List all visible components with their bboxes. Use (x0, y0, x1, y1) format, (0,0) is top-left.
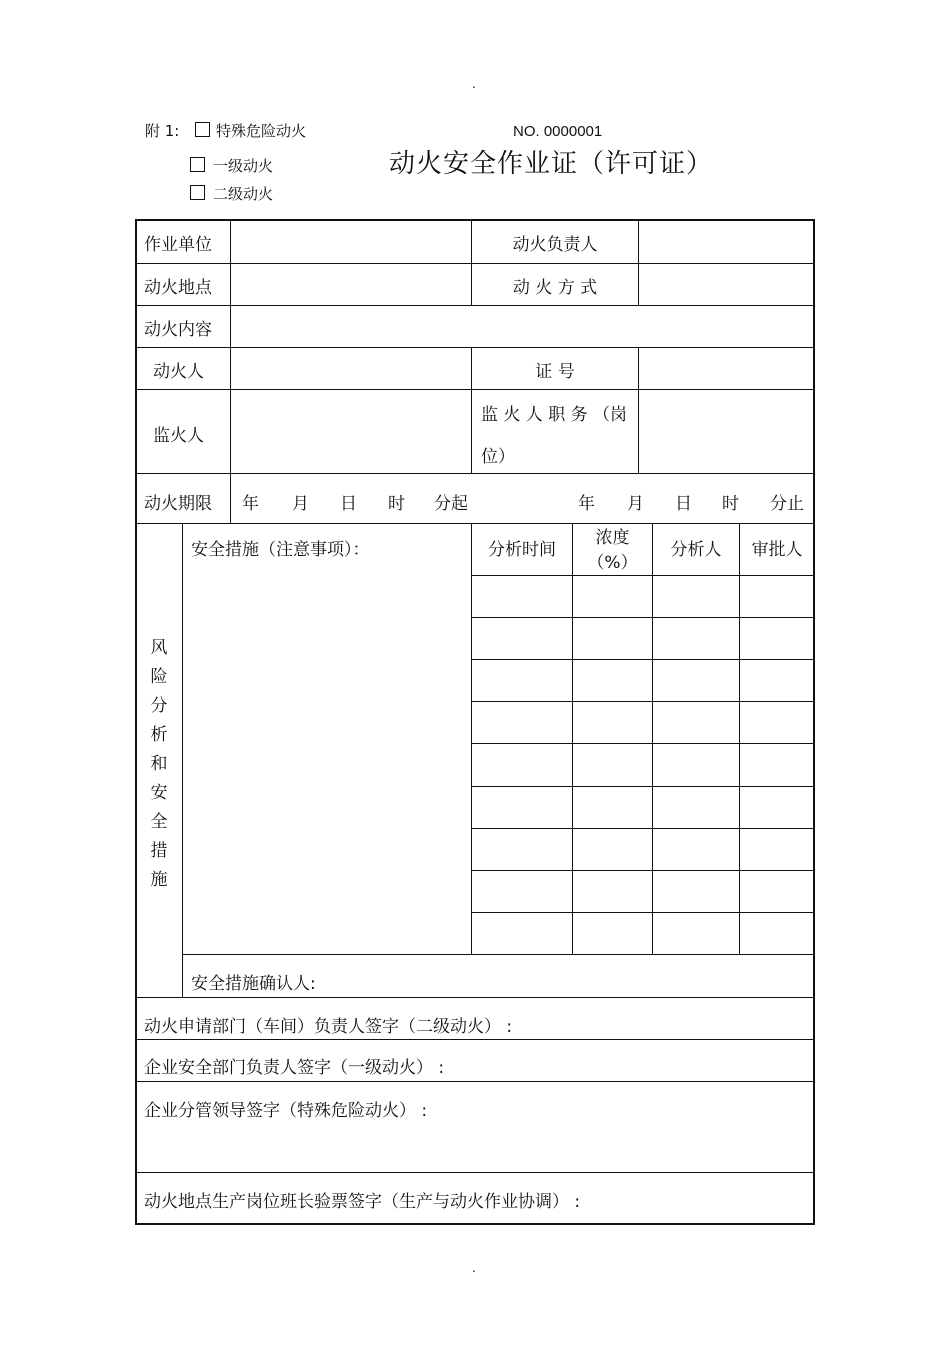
fire-location-field[interactable] (232, 265, 470, 304)
fire-period-label: 动火期限 (144, 494, 212, 514)
analysis-row-divider (472, 870, 814, 871)
row-divider (136, 473, 814, 474)
column-divider (230, 220, 231, 523)
analysis-row-divider (472, 617, 814, 618)
column-divider (739, 523, 740, 954)
analysis-row-divider (472, 828, 814, 829)
concentration-unit: （%） (587, 553, 638, 573)
special-fire-option-label: 特殊危险动火 (216, 122, 307, 140)
start-minute-label: 分起 (434, 494, 468, 514)
row-divider (136, 523, 814, 524)
fire-content-field[interactable] (232, 307, 812, 346)
fire-method-label: 动 火 方 式 (512, 278, 598, 298)
work-unit-field[interactable] (232, 221, 470, 262)
measures-confirmer-label: 安全措施确认人: (191, 974, 316, 994)
end-month-label: 月 (627, 494, 644, 514)
analysis-row-divider (472, 786, 814, 787)
start-day-label: 日 (340, 494, 357, 514)
analysis-row-divider (472, 912, 814, 913)
end-day-label: 日 (675, 494, 692, 514)
fire-leader-field[interactable] (640, 221, 813, 262)
fire-location-label: 动火地点 (144, 278, 212, 298)
column-divider (638, 347, 639, 473)
page-mark-top: . (472, 77, 476, 91)
row-divider (136, 1081, 814, 1082)
watcher-post-field[interactable] (640, 391, 813, 472)
concentration-header: 浓度 (595, 528, 630, 548)
permit-number: NO. 0000001 (513, 123, 603, 140)
end-minute-label: 分止 (770, 494, 804, 514)
fire-content-label: 动火内容 (144, 320, 212, 340)
fire-method-field[interactable] (640, 265, 813, 304)
column-divider (652, 523, 653, 954)
level-one-checkbox[interactable] (190, 157, 205, 172)
row-divider (136, 1039, 814, 1040)
analysis-row-divider (472, 575, 814, 576)
column-divider (572, 523, 573, 954)
certificate-number-label: 证 号 (535, 362, 575, 382)
analyst-header: 分析人 (670, 540, 722, 560)
end-hour-label: 时 (722, 494, 739, 514)
row-divider (136, 263, 814, 264)
level-one-option-label: 一级动火 (213, 157, 274, 175)
certificate-number-field[interactable] (640, 349, 813, 388)
analysis-time-header: 分析时间 (488, 540, 556, 560)
start-hour-label: 时 (388, 494, 405, 514)
page-title: 动火安全作业证（许可证） (389, 149, 714, 179)
end-year-label: 年 (578, 494, 595, 514)
column-divider (638, 220, 639, 305)
risk-analysis-vertical-label: 风 险 分 析 和 安 全 措 施 (150, 638, 168, 890)
safety-measures-field[interactable] (184, 565, 470, 953)
fire-watcher-field[interactable] (232, 391, 470, 472)
fire-operator-field[interactable] (232, 349, 470, 388)
row-divider (136, 305, 814, 306)
start-year-label: 年 (242, 494, 259, 514)
column-divider (471, 523, 472, 954)
shift-leader-sign-label: 动火地点生产岗位班长验票签字（生产与动火作业协调） : (144, 1192, 581, 1212)
analysis-row-divider (472, 659, 814, 660)
approver-header: 审批人 (751, 540, 803, 560)
analysis-row-divider (472, 743, 814, 744)
safety-dept-sign-label: 企业安全部门负责人签字（一级动火） : (144, 1058, 445, 1078)
special-fire-checkbox[interactable] (195, 122, 210, 137)
leader-sign-label: 企业分管领导签字（特殊危险动火） : (144, 1101, 428, 1121)
row-divider (136, 389, 814, 390)
level-two-option-label: 二级动火 (213, 185, 274, 203)
page-mark-bottom: . (472, 1261, 476, 1275)
column-divider (182, 523, 183, 997)
watcher-post-label-line2: 位） (481, 447, 515, 467)
fire-leader-label: 动火负责人 (512, 235, 598, 255)
analysis-row-divider (472, 701, 814, 702)
confirm-row-divider (183, 954, 814, 955)
level-two-checkbox[interactable] (190, 185, 205, 200)
dept-sign-label: 动火申请部门（车间）负责人签字（二级动火） : (144, 1017, 513, 1037)
work-unit-label: 作业单位 (144, 235, 212, 255)
safety-measures-label: 安全措施（注意事项）： (191, 540, 370, 560)
fire-watcher-label: 监火人 (153, 426, 204, 446)
start-month-label: 月 (292, 494, 309, 514)
annex-label: 附 1: (145, 122, 180, 140)
row-divider (136, 1172, 814, 1173)
watcher-post-label-line1: 监 火 人 职 务 （岗 (481, 405, 628, 425)
row-divider (136, 997, 814, 998)
fire-operator-label: 动火人 (153, 362, 204, 382)
row-divider (136, 347, 814, 348)
